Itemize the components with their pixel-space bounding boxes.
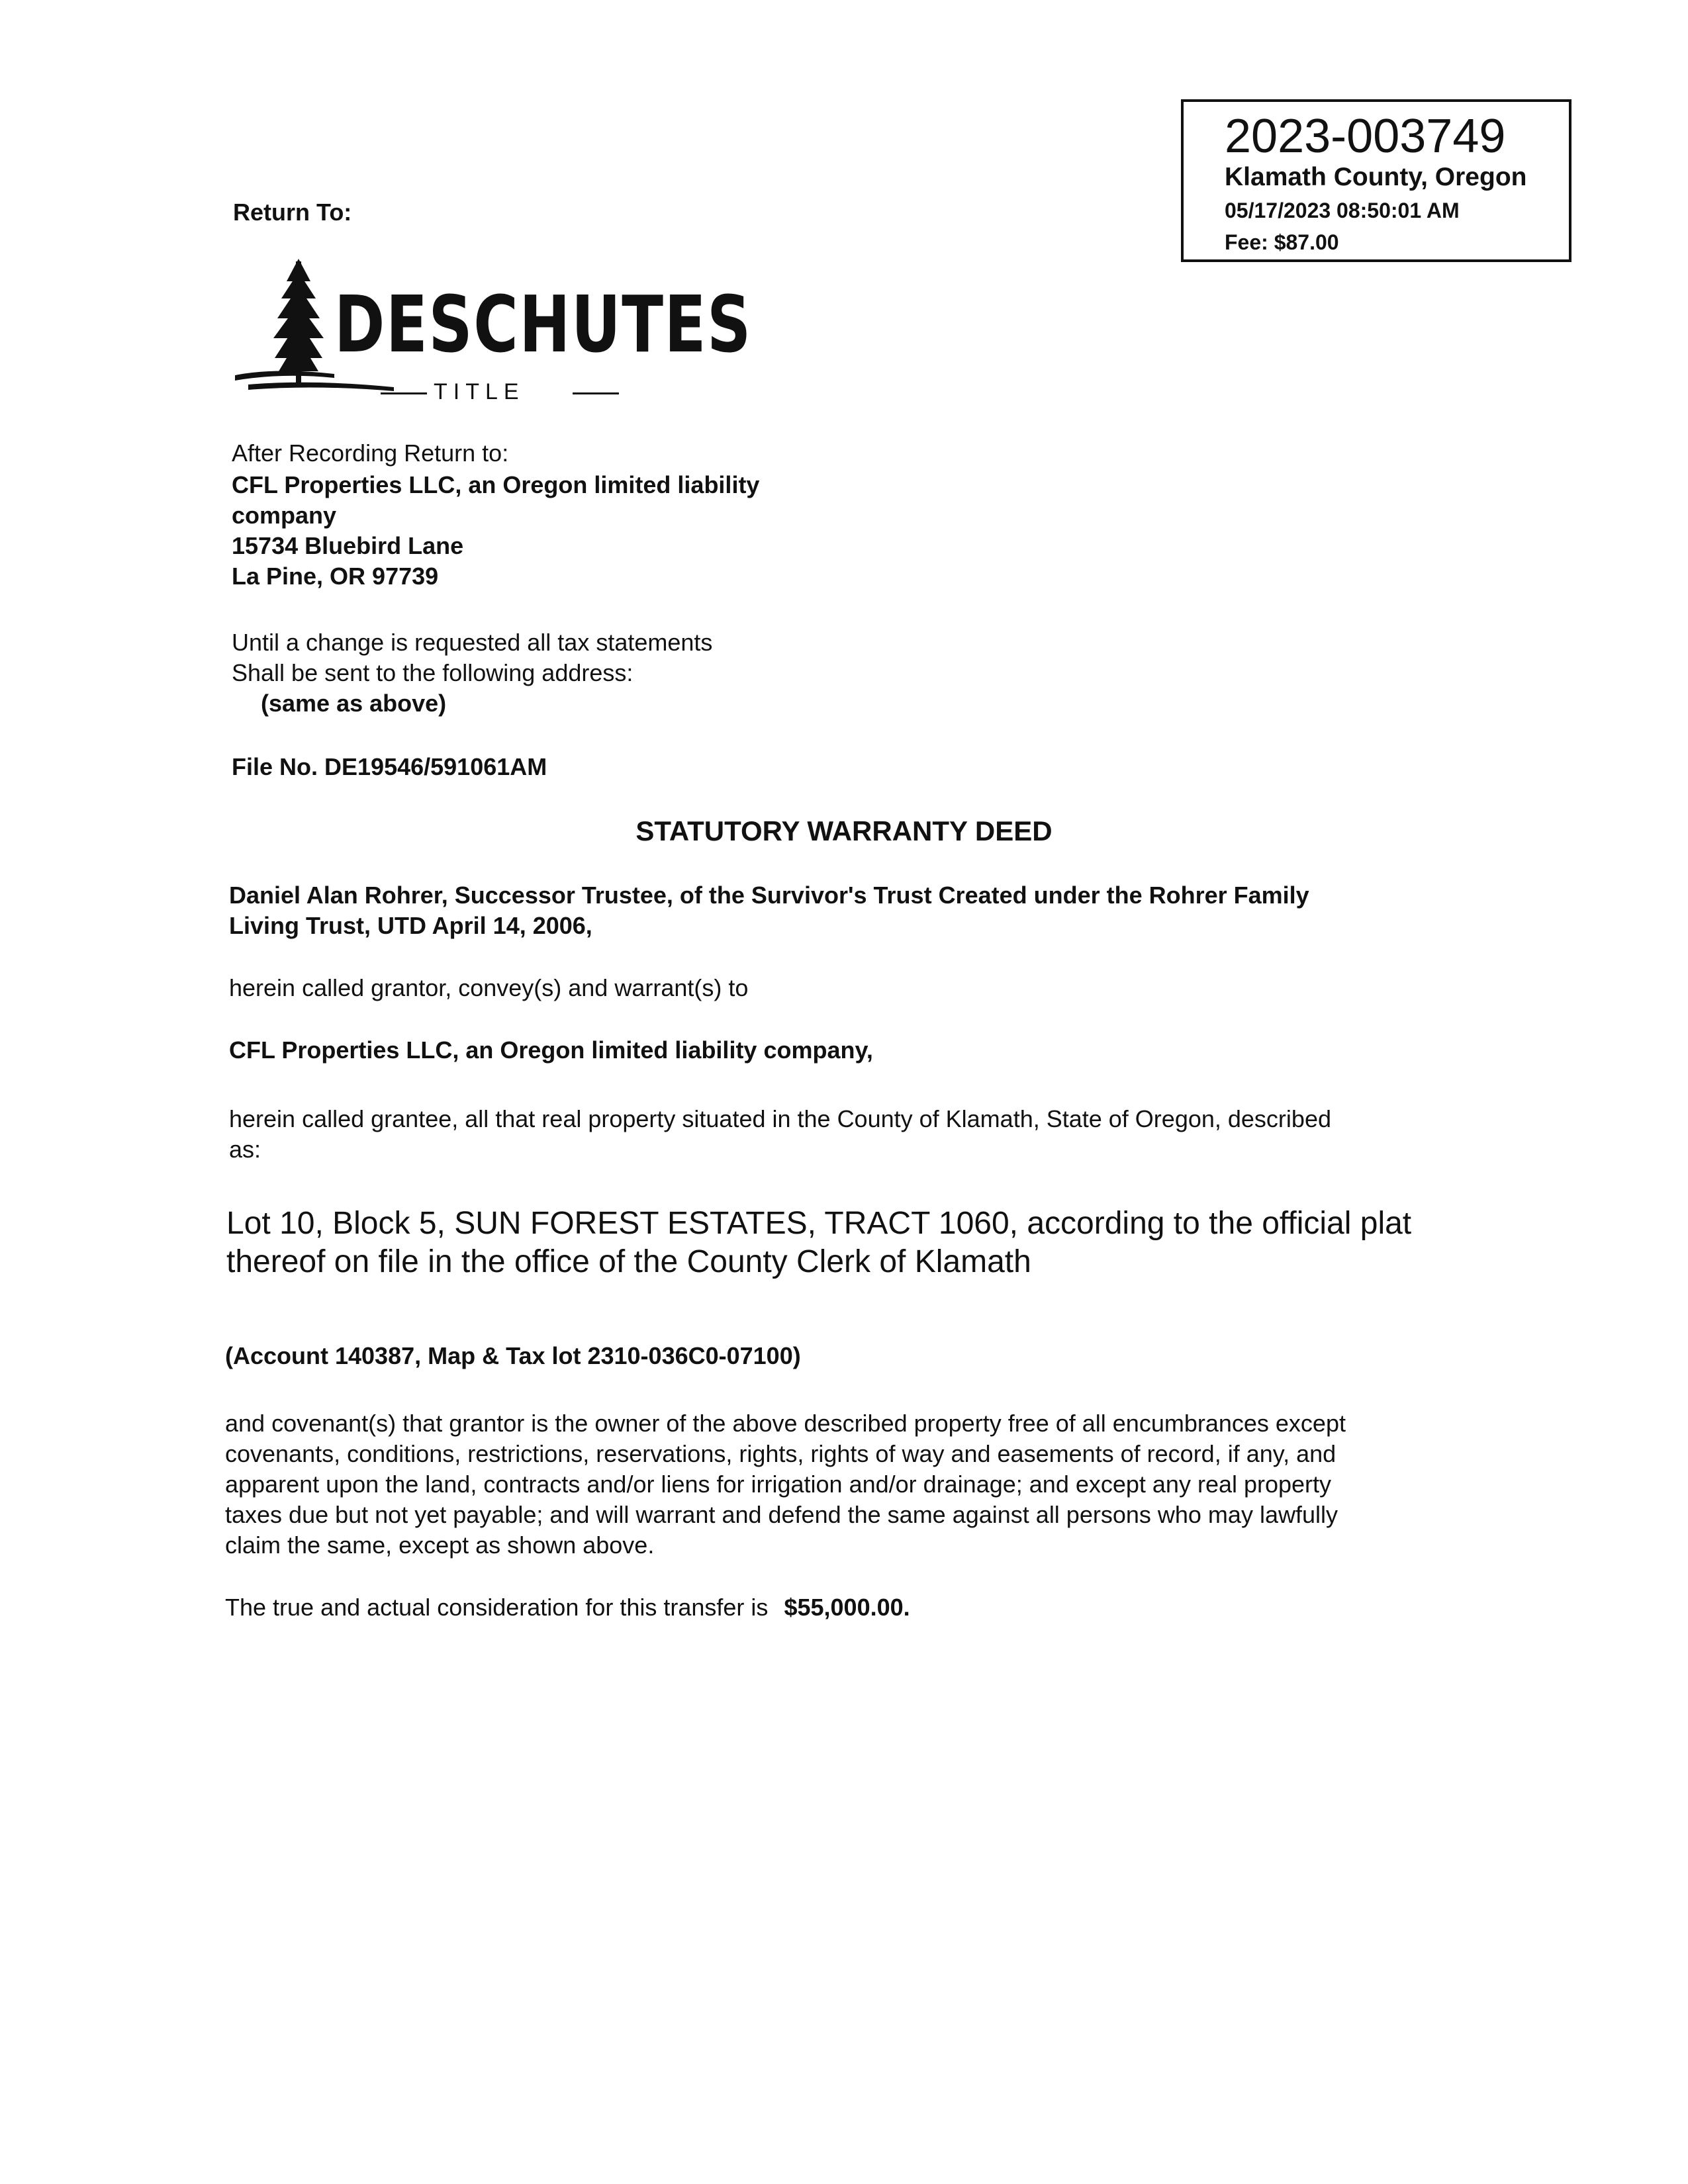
logo-wordmark: DESCHUTES <box>334 279 752 370</box>
return-address-line-3: 15734 Bluebird Lane <box>232 532 464 559</box>
return-address-line-2: company <box>232 502 337 529</box>
file-number: File No. DE19546/591061AM <box>232 753 547 780</box>
record-county: Klamath County, Oregon <box>1225 163 1527 191</box>
return-address-line-4: La Pine, OR 97739 <box>232 563 439 590</box>
logo-rule-left <box>381 392 427 394</box>
logo-rule-right <box>573 392 619 394</box>
grantee-clause-line-1: herein called grantee, all that real property situated in the County of Klamath, State of Oregon, described <box>229 1105 1331 1132</box>
record-number: 2023-003749 <box>1225 110 1506 163</box>
legal-description-line-1: Lot 10, Block 5, SUN FOREST ESTATES, TRACT 1060, according to the official plat <box>226 1206 1412 1241</box>
grantor-clause: herein called grantor, convey(s) and warrant(s) to <box>229 974 749 1001</box>
document-title: STATUTORY WARRANTY DEED <box>635 815 1053 846</box>
tax-statement-line-2: Shall be sent to the following address: <box>232 659 633 686</box>
covenant-line-2: covenants, conditions, restrictions, reservations, rights, rights of way and easements of record, if any, and <box>225 1440 1336 1467</box>
record-datetime: 05/17/2023 08:50:01 AM <box>1225 199 1460 222</box>
consideration-amount: $55,000.00. <box>784 1594 910 1621</box>
deschutes-title-logo <box>235 255 752 407</box>
return-to-label: Return To: <box>233 199 352 226</box>
consideration <box>225 1592 910 1623</box>
recording-stamp <box>1181 99 1571 262</box>
grantor-line-2: Living Trust, UTD April 14, 2006, <box>229 912 592 939</box>
covenant-line-1: and covenant(s) that grantor is the owner of the above described property free of all encumbrances except <box>225 1410 1346 1437</box>
return-address-line-1: CFL Properties LLC, an Oregon limited liability <box>232 471 760 498</box>
record-fee: Fee: $87.00 <box>1225 230 1339 254</box>
covenant-line-3: apparent upon the land, contracts and/or liens for irrigation and/or drainage; and except any real property <box>225 1471 1332 1498</box>
account-tax-lot: (Account 140387, Map & Tax lot 2310-036C0-07100) <box>225 1342 801 1369</box>
covenant-line-4: taxes due but not yet payable; and will warrant and defend the same against all persons who may lawfully <box>225 1501 1338 1528</box>
legal-description-line-2: thereof on file in the office of the County Clerk of Klamath <box>226 1244 1031 1279</box>
logo-subtitle: TITLE <box>434 379 525 404</box>
after-recording-label: After Recording Return to: <box>232 439 509 467</box>
grantee-clause-line-2: as: <box>229 1136 261 1163</box>
grantee-name: CFL Properties LLC, an Oregon limited liability company, <box>229 1036 873 1064</box>
consideration-text: The true and actual consideration for this transfer is <box>225 1594 769 1621</box>
tax-statement-line-1: Until a change is requested all tax statements <box>232 629 713 656</box>
tax-statement-line-3: (same as above) <box>261 690 447 717</box>
covenant-line-5: claim the same, except as shown above. <box>225 1531 655 1559</box>
grantor-line-1: Daniel Alan Rohrer, Successor Trustee, of the Survivor's Trust Created under the Rohrer Family <box>229 882 1309 909</box>
